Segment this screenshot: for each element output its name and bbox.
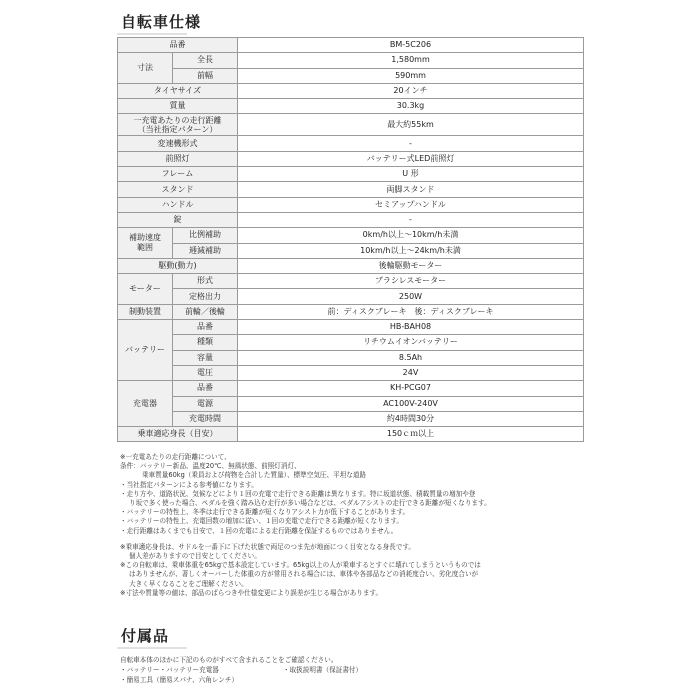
- table-row: [118, 243, 584, 258]
- table-row: [118, 167, 584, 182]
- spec-value: 後輪駆動モーター: [238, 258, 584, 273]
- spec-label: 前幅: [173, 68, 238, 83]
- spec-value: バッテリー式LED前照灯: [238, 151, 584, 166]
- spec-label: 錠: [118, 212, 238, 227]
- table-row: [118, 427, 584, 442]
- spec-value: 両脚スタンド: [238, 182, 584, 197]
- table-row: [118, 151, 584, 166]
- spec-group-label: バッテリー: [118, 320, 173, 381]
- table-row: [118, 304, 584, 319]
- spec-value: リチウムイオンバッテリー: [238, 335, 584, 350]
- spec-label: 前照灯: [118, 151, 238, 166]
- spec-label: 全長: [173, 53, 238, 68]
- spec-label: 充電時間: [173, 411, 238, 426]
- spec-value: 最大約55km: [238, 114, 584, 136]
- table-row: [118, 350, 584, 365]
- spec-value: 20インチ: [238, 83, 584, 98]
- spec-label-sub: （当社指定パターン）: [137, 124, 218, 134]
- table-row: [118, 99, 584, 114]
- spec-label: 定格出力: [173, 289, 238, 304]
- spec-group-label: 補助速度範囲: [118, 228, 173, 259]
- note-line: はありませんが、著しくオーバーした体重の方が常用される場合には、車体や各部品などの消耗度合い、劣化度合いが: [129, 570, 479, 579]
- table-row: [118, 274, 584, 289]
- spec-value: 250W: [238, 289, 584, 304]
- note-line: ・走行距離はあくまでも目安で、１回の充電による走行距離を保証するものではありません。: [120, 526, 398, 535]
- spec-label: ハンドル: [118, 197, 238, 212]
- spec-label: 形式: [173, 274, 238, 289]
- spec-value: セミアップハンドル: [238, 197, 584, 212]
- note-line: ・バッテリーの特性上、冬季は走行できる距離が短くなりアシスト力が低下することがあります。: [120, 508, 410, 517]
- note-line: り坂で多く使った場合、ペダルを強く踏み込む走行が多い場合などは、ペダルアシストの走行できる距離が短くなります。: [129, 499, 491, 508]
- table-row: [118, 53, 584, 68]
- spec-value: HB-BAH08: [238, 320, 584, 335]
- note-line: 乗車質量60kg（乗員および荷物を合計した質量）、標準空気圧、平坦な道路: [142, 471, 367, 480]
- spec-label-range: [118, 114, 238, 136]
- table-row: [118, 320, 584, 335]
- list-item: ・簡易工具（簡易スパナ、六角レンチ）: [120, 676, 239, 684]
- spec-group-label: モーター: [118, 274, 173, 305]
- table-row: [118, 136, 584, 151]
- spec-section-title: [117, 11, 585, 35]
- table-row: [118, 38, 584, 53]
- spec-value: 前：ディスクブレーキ 後：ディスクブレーキ: [238, 304, 584, 319]
- spec-value: ブラシレスモーター: [238, 274, 584, 289]
- accessories-section-title-text: 付属品: [121, 627, 170, 645]
- note-line: ※寸法や質量等の値は、部品のばらつきや仕様変更により誤差が生じる場合があります。: [120, 588, 383, 597]
- table-row: [118, 365, 584, 380]
- spec-label: フレーム: [118, 167, 238, 182]
- table-row: [118, 381, 584, 396]
- spec-value: AC100V-240V: [238, 396, 584, 411]
- note-line: 個人差がありますので目安としてください。: [129, 552, 261, 561]
- spec-label: 電源: [173, 396, 238, 411]
- table-row: [118, 335, 584, 350]
- table-row: [118, 182, 584, 197]
- note-line: ・当社指定パターンによる参考値になります。: [120, 480, 258, 489]
- spec-label: 駆動(動力): [118, 258, 238, 273]
- table-row: [118, 197, 584, 212]
- spec-label: 逓減補助: [173, 243, 238, 258]
- spec-table: [117, 37, 584, 442]
- spec-label: スタンド: [118, 182, 238, 197]
- spec-value: 10km/h以上～24km/h未満: [238, 243, 584, 258]
- spec-label: 品番: [118, 38, 238, 53]
- note-line: ※一充電あたりの走行距離について、: [120, 453, 231, 461]
- spec-value: 24V: [238, 365, 584, 380]
- spec-label: タイヤサイズ: [118, 83, 238, 98]
- spec-value: KH-PCG07: [238, 381, 584, 396]
- spec-label: 前輪／後輪: [173, 304, 238, 319]
- spec-value: 0km/h以上～10km/h未満: [238, 228, 584, 243]
- spec-group-label: 充電器: [118, 381, 173, 427]
- spec-value: BM-5C206: [238, 38, 584, 53]
- table-row: [118, 114, 584, 136]
- spec-label: 容量: [173, 350, 238, 365]
- accessories-intro: 自転車本体のほかに下記のものがすべて含まれることをご確認ください。: [120, 656, 338, 664]
- table-row: [118, 68, 584, 83]
- table-row: [118, 258, 584, 273]
- spec-section-title-text: 自転車仕様: [121, 13, 202, 31]
- spec-value: U 形: [238, 167, 584, 182]
- note-line: ※この自転車は、乗車体重を65kgで基本設定しています。65kg以上の人が乗車するとすぐに壊れてしまうというものでは: [120, 561, 481, 570]
- spec-label: 品番: [173, 320, 238, 335]
- spec-label: 電圧: [173, 365, 238, 380]
- note-line: ※乗車適応身長は、サドルを一番下に下げた状態で両足のつま先が地面につく目安となる身長です。: [120, 542, 415, 551]
- spec-group-label: 制動装置: [118, 304, 173, 319]
- spec-group-label: 寸法: [118, 53, 173, 84]
- note-line: ・バッテリーの特性上、充電回数の増加に従い、１回の充電で走行できる距離が短くなります。: [120, 517, 404, 526]
- spec-value: -: [238, 212, 584, 227]
- spec-label: 品番: [173, 381, 238, 396]
- spec-label: 変速機形式: [118, 136, 238, 151]
- spec-value: -: [238, 136, 584, 151]
- table-row: [118, 289, 584, 304]
- spec-value: 590mm: [238, 68, 584, 83]
- spec-value: 30.3kg: [238, 99, 584, 114]
- spec-label: 一充電あたりの走行距離: [133, 115, 222, 125]
- accessories-section-title: [117, 625, 585, 649]
- spec-value: 1,580mm: [238, 53, 584, 68]
- spec-value: 8.5Ah: [238, 350, 584, 365]
- spec-label: 質量: [118, 99, 238, 114]
- list-item: ・取扱説明書（保証書付）: [283, 666, 363, 674]
- table-row: [118, 228, 584, 243]
- spec-notes: [120, 453, 585, 598]
- note-line: 大きく早くなることをご理解ください。: [129, 579, 248, 588]
- spec-label: 比例補助: [173, 228, 238, 243]
- spec-value: 約4時間30分: [238, 411, 584, 426]
- spec-label: 乗車適応身長（目安）: [118, 427, 238, 442]
- table-row: [118, 411, 584, 426]
- table-row: [118, 83, 584, 98]
- table-row: [118, 396, 584, 411]
- spec-value: 150ｃｍ以上: [238, 427, 584, 442]
- note-line: 条件：バッテリー新品、温度20℃、無風状態、前照灯消灯、: [120, 462, 301, 471]
- accessories-list: [120, 655, 585, 685]
- note-line: ・走り方や、道路状況、気候などにより１回の充電で走行できる距離は異なります。特に坂道状態、積載質量の増加や登: [120, 489, 476, 498]
- list-item: ・バッテリー・バッテリー充電器: [120, 666, 219, 674]
- table-row: [118, 212, 584, 227]
- spec-label: 種類: [173, 335, 238, 350]
